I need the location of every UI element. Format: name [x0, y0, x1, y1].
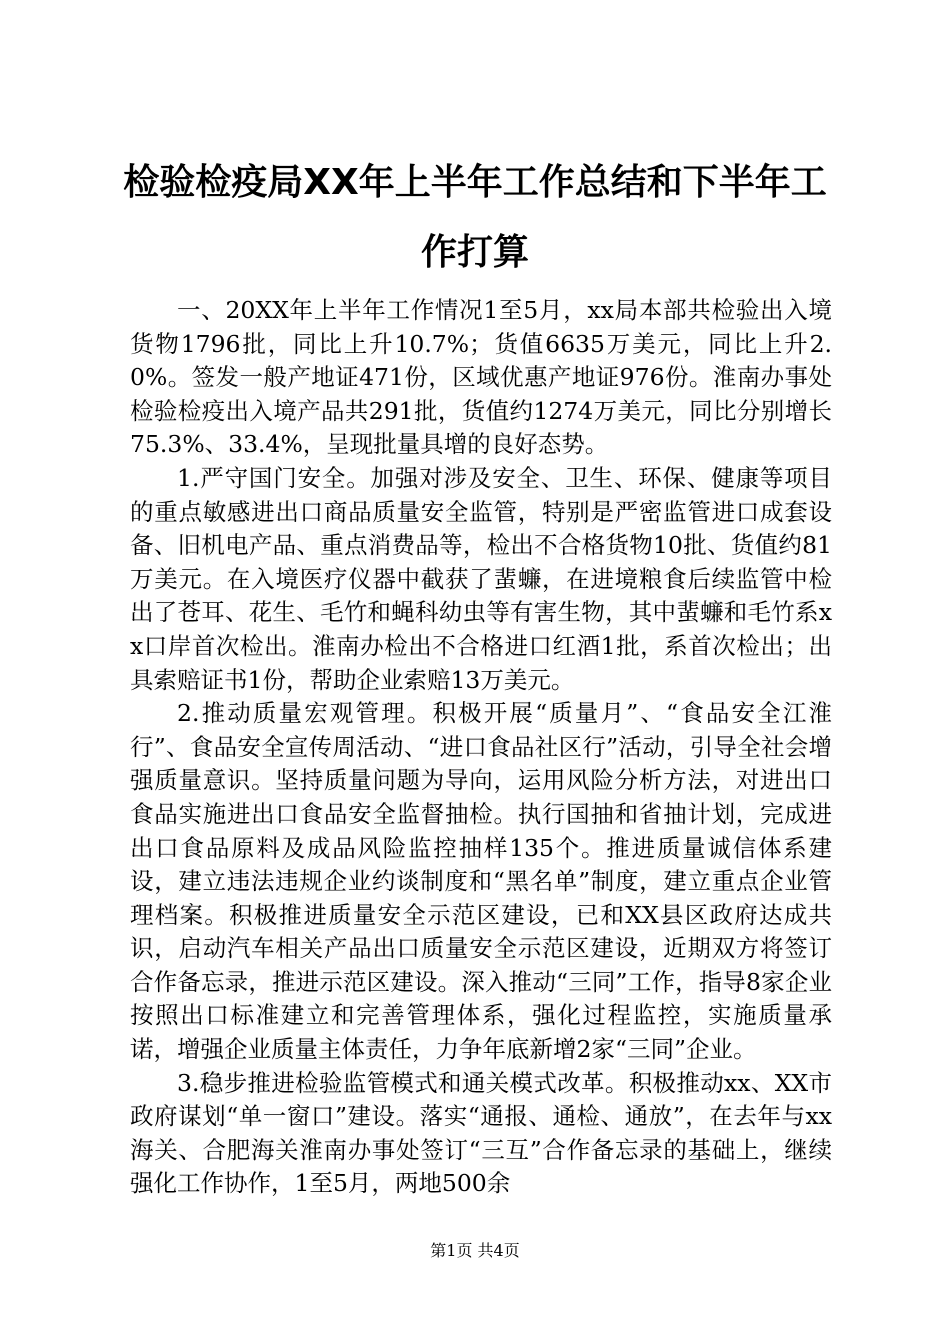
paragraph-quality-management: 2.推动质量宏观管理。积极开展“质量月”、“食品安全江淮行”、食品安全宣传周活动、“进口食品社区行”活动，引导全社会增强质量意识。坚持质量问题为导向，运用风险分析方法，对进出口食品实施进出口食品安全监督抽检。执行国抽和省抽计划，完成进出口食品原料及成品风险监控抽样135个。推进质量诚信体系建设，建立违法违规企业约谈制度和“黑名单”制度，建立重点企业管理档案。积极推进质量安全示范区建设，已和XX县区政府达成共识，启动汽车相关产品出口质量安全示范区建设，近期双方将签订合作备忘录，推进示范区建设。深入推动“三同”工作，指导8家企业按照出口标准建立和完善管理体系，强化过程监控，实施质量承诺，增强企业质量主体责任，力争年底新增2家“三同”企业。: [130, 699, 832, 1064]
document-body: [130, 294, 832, 1201]
paragraph-reform: 3.稳步推进检验监管模式和通关模式改革。积极推动xx、XX市政府谋划“单一窗口”建设。落实“通报、通检、通放”，在去年与xx海关、合肥海关淮南办事处签订“三互”合作备忘录的基础上，继续强化工作协作，1至5月，两地500余: [130, 1068, 832, 1198]
paragraph-summary: 一、20XX年上半年工作情况1至5月，xx局本部共检验出入境货物1796批，同比上升10.7%；货值6635万美元，同比上升2.0%。签发一般产地证471份，区域优惠产地证976份。淮南办事处检验检疫出入境产品共291批，货值约1274万美元，同比分别增长75.3%、33.4%，呈现批量具增的良好态势。: [130, 296, 832, 459]
page-footer: 第1页 共4页: [430, 1241, 520, 1260]
paragraph-border-security: 1.严守国门安全。加强对涉及安全、卫生、环保、健康等项目的重点敏感进出口商品质量安全监管，特别是严密监管进口成套设备、旧机电产品、重点消费品等，检出不合格货物10批、货值约81万美元。在入境医疗仪器中截获了蜚蠊，在进境粮食后续监管中检出了苍耳、花生、毛竹和蝇科幼虫等有害生物，其中蜚蠊和毛竹系xx口岸首次检出。淮南办检出不合格进口红酒1批，系首次检出；出具索赔证书1份，帮助企业索赔13万美元。: [130, 463, 832, 694]
document-title: 检验检疫局XX年上半年工作总结和下半年工作打算: [123, 162, 827, 273]
